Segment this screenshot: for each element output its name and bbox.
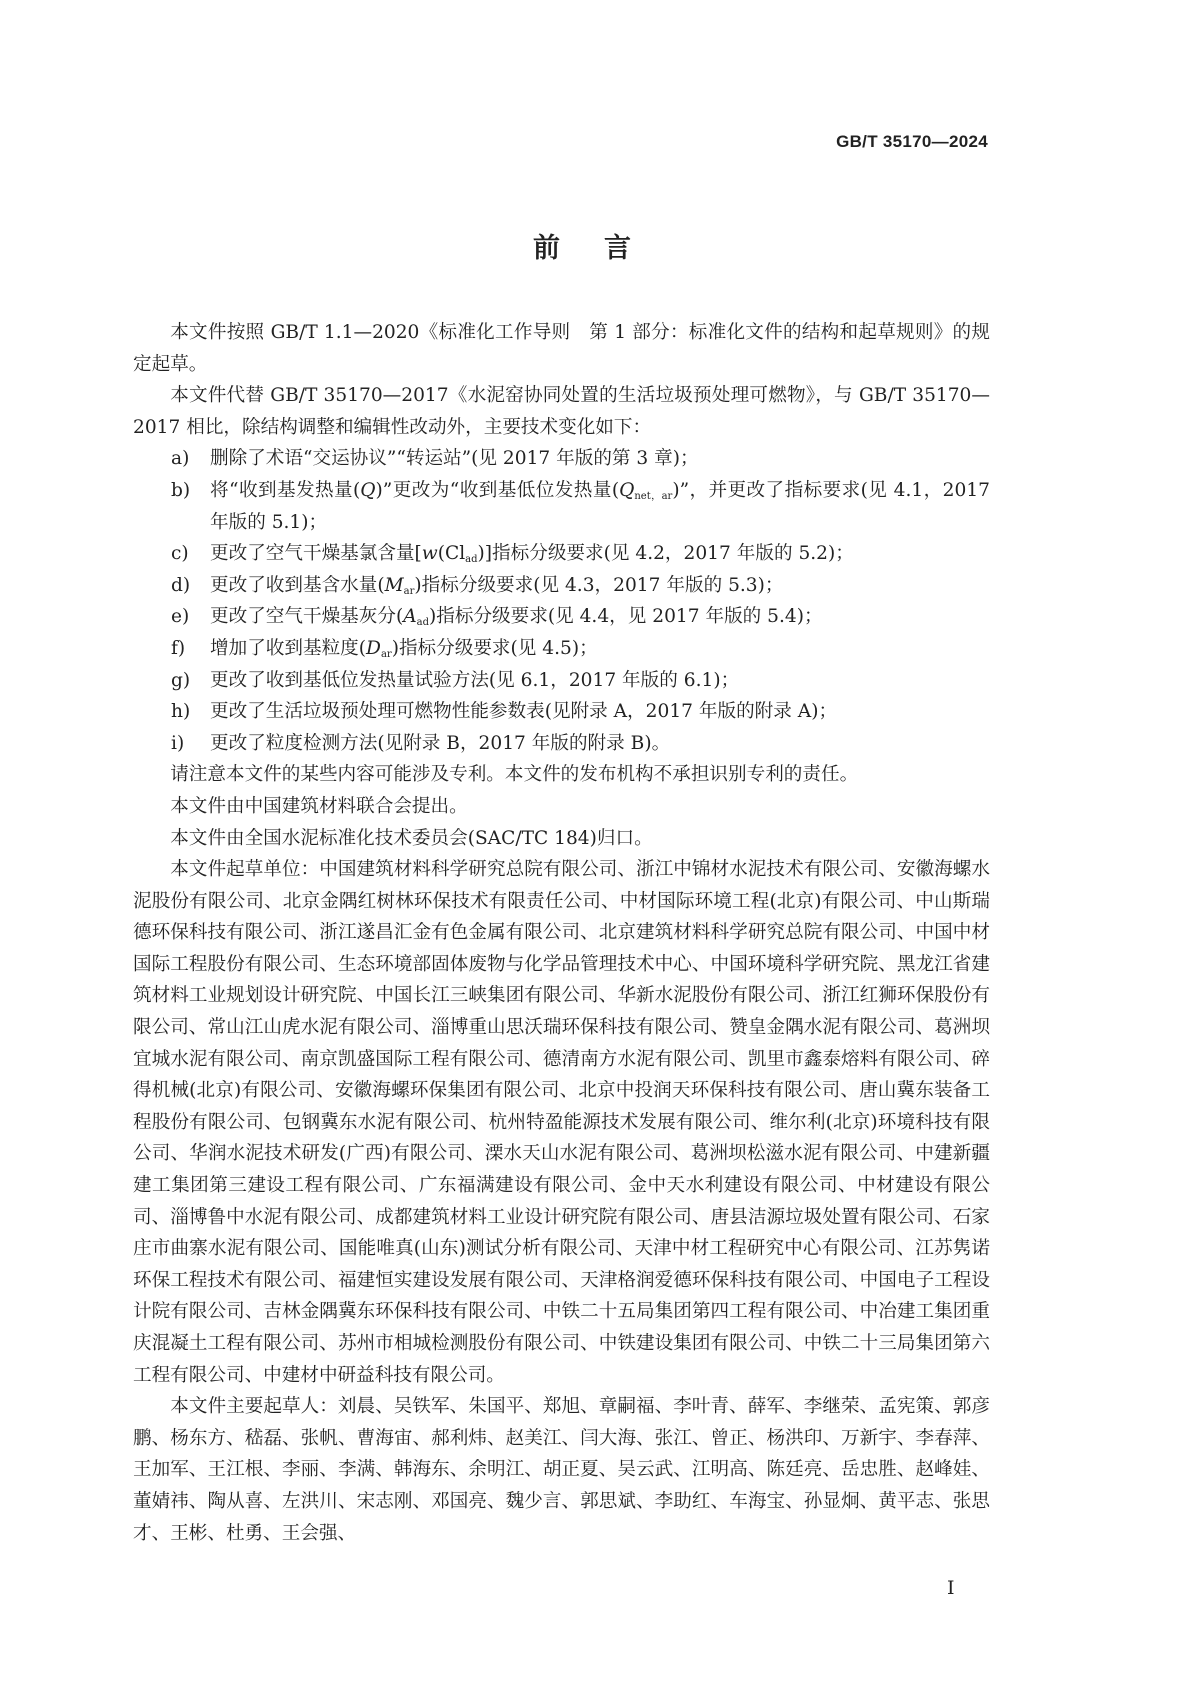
paragraph: 请注意本文件的某些内容可能涉及专利。本文件的发布机构不承担识别专利的责任。	[170, 764, 859, 786]
list-item	[133, 570, 990, 602]
text-segment: (Cl	[437, 543, 466, 565]
paragraph: 本文件代替 GB/T 35170—2017《水泥窑协同处置的生活垃圾预处理可燃物》，与 GB/T 35170—2017 相比，除结构调整和编辑性改动外，主要技术变化如下：	[133, 385, 990, 438]
list-item	[133, 665, 990, 697]
subscript: ar	[380, 648, 392, 660]
text-segment: 增加了收到基粒度(	[210, 637, 367, 659]
list-item-text	[210, 443, 990, 475]
changes-list	[133, 443, 990, 759]
list-item	[133, 696, 990, 728]
text-segment: )]指标分级要求(见 4.2，2017 年版的 5.2)；	[477, 543, 854, 565]
text-segment: 更改了空气干燥基氯含量[	[210, 543, 422, 565]
list-item-text	[210, 696, 990, 728]
list-item-text	[210, 665, 990, 697]
subscript: ad	[465, 554, 478, 566]
variable-symbol: M	[384, 574, 404, 596]
list-item-text	[210, 475, 990, 538]
list-item-label: g)	[171, 669, 191, 691]
drafters: 本文件主要起草人：刘晨、吴铁军、朱国平、郑旭、章嗣福、李叶青、薛军、李继荣、孟宪策、郭彦鹏、杨东方、嵇磊、张帆、曹海宙、郝利炜、赵美江、闫大海、张江、曾正、杨洪印、万新宇、李春萍、王加军、王江根、李丽、李满、韩海东、余明江、胡正夏、吴云武、江明高、陈廷亮、岳忠胜、赵峰娃、董婧祎、陶从喜、左洪川、宋志刚、邓国亮、魏少言、郭思斌、李助红、车海宝、孙显炯、黄平志、张思才、王彬、杜勇、王会强、	[133, 1396, 990, 1544]
list-item-label: c)	[171, 543, 189, 565]
list-item-label: b)	[171, 479, 191, 501]
text-segment: 将“收到基发热量(	[210, 479, 361, 501]
page-number: I	[947, 1577, 955, 1599]
list-item-label: a)	[171, 448, 190, 470]
text-segment: 更改了粒度检测方法(见附录 B，2017 年版的附录 B)。	[210, 732, 671, 754]
list-item-label: e)	[171, 606, 190, 628]
list-item-text	[210, 601, 990, 633]
page-title: 前言	[533, 233, 675, 264]
text-segment: 更改了收到基含水量(	[210, 574, 385, 596]
list-item-text	[210, 538, 990, 570]
text-segment: 更改了生活垃圾预处理可燃物性能参数表(见附录 A，2017 年版的附录 A)；	[210, 701, 838, 723]
list-item	[133, 443, 990, 475]
paragraph: 本文件按照 GB/T 1.1—2020《标准化工作导则 第 1 部分：标准化文件的结构和起草规则》的规定起草。	[133, 322, 990, 375]
text-segment: )指标分级要求(见 4.3，2017 年版的 5.3)；	[414, 574, 784, 596]
list-item	[133, 728, 990, 760]
variable-symbol: w	[421, 543, 438, 565]
list-item-text	[210, 633, 990, 665]
list-item-text	[210, 570, 990, 602]
paragraph: 本文件由全国水泥标准化技术委员会(SAC/TC 184)归口。	[170, 827, 653, 849]
list-item-text	[210, 728, 990, 760]
foreword-body	[133, 317, 990, 1549]
text-segment: )指标分级要求(见 4.5)；	[391, 637, 598, 659]
list-item-label: h)	[171, 701, 191, 723]
standard-code: GB/T 35170—2024	[836, 132, 988, 151]
list-item	[133, 538, 990, 570]
text-segment: )”更改为“收到基低位发热量(	[375, 479, 620, 501]
variable-symbol: Q	[360, 479, 376, 501]
list-item	[133, 475, 990, 538]
list-item-label: f)	[171, 637, 186, 659]
variable-symbol: D	[366, 637, 381, 659]
text-segment: 删除了术语“交运协议”“转运站”(见 2017 年版的第 3 章)；	[210, 448, 699, 470]
subscript: ar	[403, 585, 415, 597]
drafting-units: 本文件起草单位：中国建筑材料科学研究总院有限公司、浙江中锦材水泥技术有限公司、安徽海螺水泥股份有限公司、北京金隅红树林环保技术有限责任公司、中材国际环境工程(北京)有限公司、中山斯瑞德环保科技有限公司、浙江遂昌汇金有色金属有限公司、北京建筑材料科学研究总院有限公司、中国中材国际工程股份有限公司、生态环境部固体废物与化学品管理技术中心、中国环境科学研究院、黑龙江省建筑材料工业规划设计研究院、中国长江三峡集团有限公司、华新水泥股份有限公司、浙江红狮环保股份有限公司、常山江山虎水泥有限公司、淄博重山思沃瑞环保科技有限公司、赞皇金隅水泥有限公司、葛洲坝宜城水泥有限公司、南京凯盛国际工程有限公司、德清南方水泥有限公司、凯里市鑫泰熔料有限公司、碎得机械(北京)有限公司、安徽海螺环保集团有限公司、北京中投润天环保科技有限公司、唐山冀东装备工程股份有限公司、包钢冀东水泥有限公司、杭州特盈能源技术发展有限公司、维尔利(北京)环境科技有限公司、华润水泥技术研发(广西)有限公司、溧水天山水泥有限公司、葛洲坝松滋水泥有限公司、中建新疆建工集团第三建设工程有限公司、广东福满建设有限公司、金中天水利建设有限公司、中材建设有限公司、淄博鲁中水泥有限公司、成都建筑材料工业设计研究院有限公司、唐县洁源垃圾处置有限公司、石家庄市曲寨水泥有限公司、国能唯真(山东)测试分析有限公司、天津中材工程研究中心有限公司、江苏隽诺环保工程技术有限公司、福建恒实建设发展有限公司、天津格润爱德环保科技有限公司、中国电子工程设计院有限公司、吉林金隅冀东环保科技有限公司、中铁二十五局集团第四工程有限公司、中冶建工集团重庆混凝土工程有限公司、苏州市相城检测股份有限公司、中铁建设集团有限公司、中铁二十三局集团第六工程有限公司、中建材中研益科技有限公司。	[133, 859, 990, 1386]
text-segment: 更改了收到基低位发热量试验方法(见 6.1，2017 年版的 6.1)；	[210, 669, 740, 691]
subscript: net，ar	[634, 490, 673, 502]
text-segment: 更改了空气干燥基灰分(	[210, 606, 404, 628]
list-item	[133, 633, 990, 665]
variable-symbol: A	[403, 606, 417, 628]
subscript: ad	[416, 617, 430, 629]
list-item-label: i)	[171, 732, 185, 754]
variable-symbol: Q	[619, 479, 635, 501]
text-segment: )指标分级要求(见 4.4，见 2017 年版的 5.4)；	[429, 606, 823, 628]
text-segment: )”，并更改了指标要求(见 4.1，2017 年版的 5.1)；	[210, 479, 990, 533]
list-item-label: d)	[171, 574, 191, 596]
paragraph: 本文件由中国建筑材料联合会提出。	[170, 795, 468, 817]
list-item	[133, 601, 990, 633]
